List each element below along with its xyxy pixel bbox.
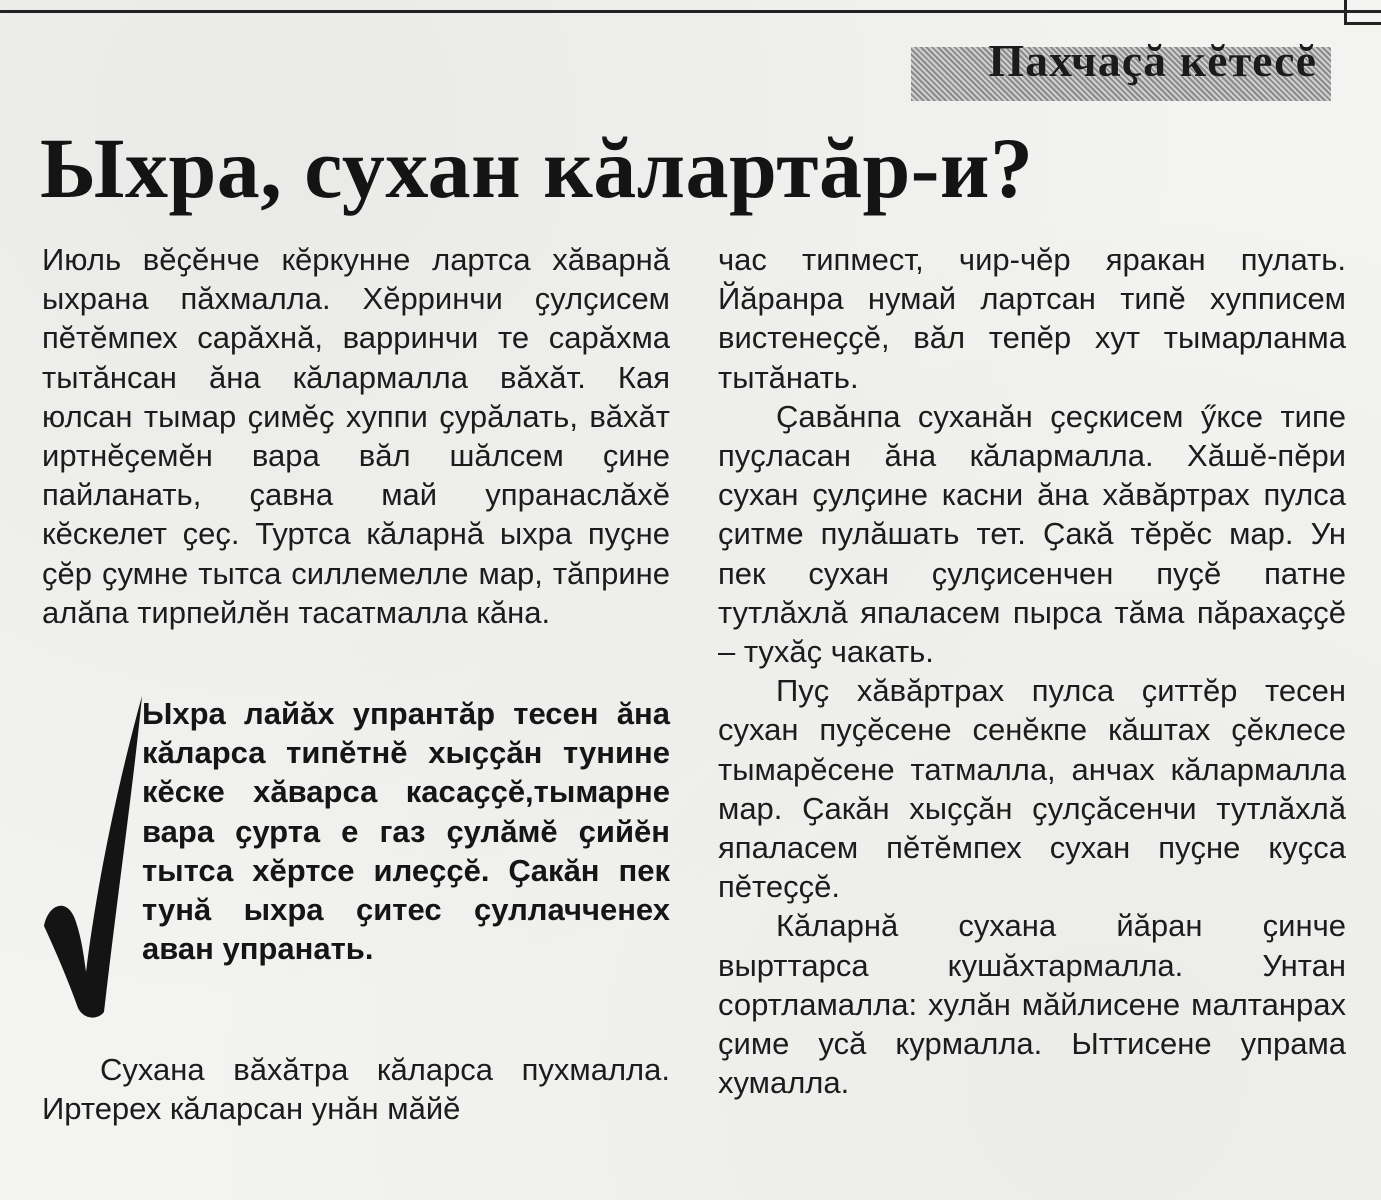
right-paragraph-3: Пуҫ хăвăртрах пулса ҫиттĕр тесен сухан пуҫĕсене сенĕкпе кăштах ҫĕклесе тымарĕсене татмалла, анчах кăлармалла мар. Ҫакăн хыҫҫăн ҫулҫăсенчи тутлăхлă япаласем пĕтĕмпех сухан пуҫне куҫса пĕтеҫҫĕ. — [718, 673, 1346, 905]
highlight-callout — [142, 694, 670, 968]
onion-paragraph-start: Сухана вăхăтра кăларса пухмалла. Иртерех кăларсан унăн мăйĕ — [42, 1052, 670, 1127]
left-column-intro — [42, 240, 670, 632]
rubric-title: Пахчаҫă кĕтесĕ — [988, 35, 1317, 86]
right-paragraph-4: Кăларнă сухана йăран ҫинче вырттарса кушăхтармалла. Унтан сортламалла: хулăн мăйлисене малтанрах ҫиме усă курмалла. Ыттисене упрама хумалла. — [718, 908, 1346, 1101]
intro-paragraph: Июль вĕҫĕнче кĕркунне лартса хăварнă ыхрана пăхмалла. Хĕрринчи ҫулҫисем пĕтĕмпех сарăхнă, варринчи те сарăхма тытăнсан ăна кăлармалла вăхăт. Кая юлсан тымар ҫимĕҫ хуппи ҫурăлать, вăхăт иртнĕҫемĕн вара вăл шăлсем ҫине пайланать, ҫавна май упранаслăхĕ кĕскелет ҫеҫ. Туртса кăларнă ыхра пуҫне ҫĕр ҫумне тытса силлемелле мар, тăприне алăпа тирпейлĕн тасатмалла кăна. — [42, 242, 670, 630]
top-rule — [0, 0, 1381, 13]
left-column-bottom — [42, 1050, 670, 1128]
checkmark-icon — [38, 690, 148, 1020]
right-paragraph-2: Ҫавăнпа суханăн ҫеҫкисем ӳксе типе пуҫласан ăна кăлармалла. Хăшĕ-пĕри сухан ҫулҫине касни ăна хăвăртрах пулса ҫитме пулăшать тет. Ҫакă тĕрĕс мар. Ун пек сухан ҫулҫисенчен пуҫĕ патне тутлăхлă япаласем пырса тăма пăрахаҫҫĕ – тухăҫ чакать. — [718, 398, 1346, 670]
top-corner-frame — [1344, 0, 1381, 25]
highlight-text: Ыхра лайăх упрантăр тесен ăна кăларса типĕтнĕ хыҫҫăн тунине кĕске хăварса касаҫҫĕ,тымарне вара ҫурта е газ ҫулăмĕ ҫийĕн тытса хĕртсе илеҫҫĕ. Ҫакăн пек тунă ыхра ҫитес ҫуллачченех аван упранать. — [142, 696, 670, 967]
right-paragraph-1: час типмест, чир-чĕр яракан пулать. Йăранра нумай лартсан типĕ хупписем вистенеҫҫĕ, вăл тепĕр хут тымарланма тытăнать. — [718, 242, 1346, 395]
article-headline: Ыхра, сухан кăлартăр-и? — [40, 120, 1034, 216]
right-column — [718, 240, 1346, 1102]
rubric-banner — [905, 33, 1345, 101]
